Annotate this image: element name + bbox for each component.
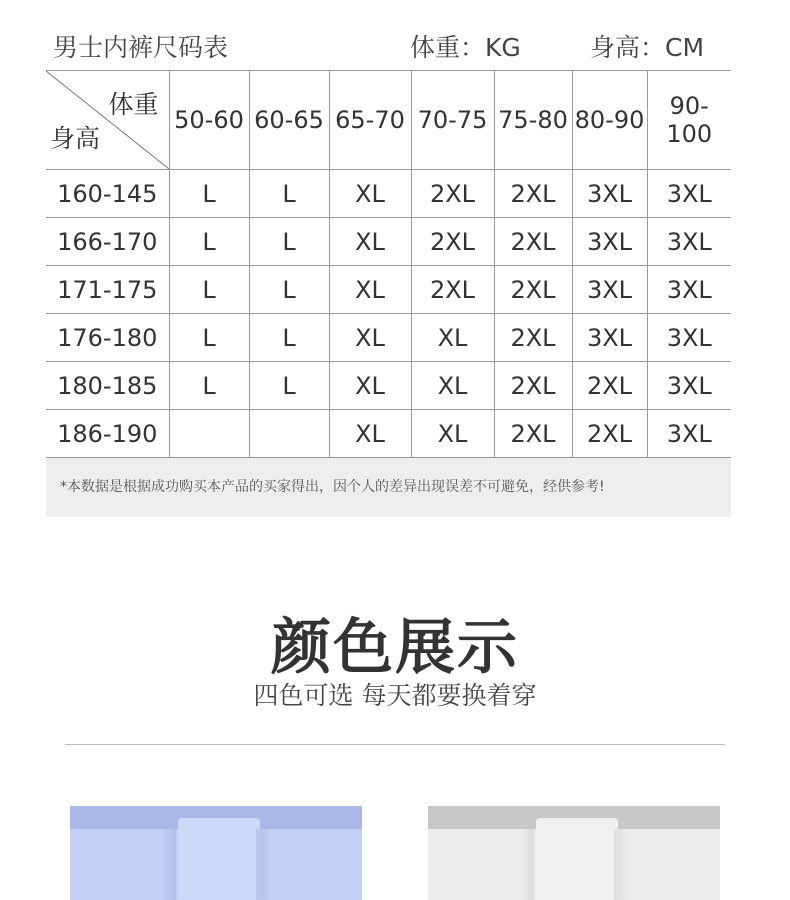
table-row bbox=[46, 362, 731, 410]
size-cell: 2XL bbox=[494, 410, 572, 458]
size-cell: L bbox=[249, 266, 329, 314]
size-cell: L bbox=[249, 314, 329, 362]
fabric-fold bbox=[614, 829, 628, 900]
column-header: 60-65 bbox=[249, 71, 329, 170]
size-cell: 2XL bbox=[411, 170, 494, 218]
size-cell bbox=[249, 410, 329, 458]
fabric-fold bbox=[520, 829, 534, 900]
height-unit: 身高：CM bbox=[590, 33, 705, 62]
size-cell: L bbox=[249, 362, 329, 410]
size-cell: 3XL bbox=[647, 170, 731, 218]
fabric-fold bbox=[256, 829, 270, 900]
section-title: 颜色展示 bbox=[271, 613, 519, 683]
size-cell: L bbox=[169, 218, 249, 266]
corner-weight: 体重 bbox=[108, 90, 159, 119]
size-cell: 2XL bbox=[411, 218, 494, 266]
size-cell: XL bbox=[329, 410, 411, 458]
column-header: 90-100 bbox=[647, 71, 731, 170]
size-cell: 2XL bbox=[572, 410, 647, 458]
size-cell: L bbox=[169, 362, 249, 410]
row-label: 171-175 bbox=[46, 266, 169, 314]
size-cell: L bbox=[249, 218, 329, 266]
size-cell bbox=[169, 410, 249, 458]
table-row bbox=[46, 218, 731, 266]
table-row bbox=[46, 410, 731, 458]
title-row bbox=[53, 28, 730, 62]
row-label: 176-180 bbox=[46, 314, 169, 362]
section-subtitle: 四色可选 每天都要换着穿 bbox=[253, 681, 537, 710]
size-cell: L bbox=[169, 170, 249, 218]
size-cell: XL bbox=[411, 362, 494, 410]
size-table bbox=[46, 70, 731, 458]
row-label: 160-145 bbox=[46, 170, 169, 218]
chart-title: 男士内裤尺码表 bbox=[53, 33, 229, 62]
table-row bbox=[46, 266, 731, 314]
size-cell: XL bbox=[329, 362, 411, 410]
size-cell: 2XL bbox=[494, 362, 572, 410]
size-cell: 2XL bbox=[411, 266, 494, 314]
product-photo-grey bbox=[428, 806, 720, 900]
corner-cell bbox=[46, 71, 169, 170]
column-header: 50-60 bbox=[169, 71, 249, 170]
size-cell: 3XL bbox=[572, 170, 647, 218]
size-cell: XL bbox=[329, 218, 411, 266]
table-row bbox=[46, 170, 731, 218]
size-cell: 3XL bbox=[647, 362, 731, 410]
header-row bbox=[46, 71, 731, 170]
row-label: 180-185 bbox=[46, 362, 169, 410]
size-cell: L bbox=[169, 314, 249, 362]
row-label: 186-190 bbox=[46, 410, 169, 458]
size-cell: 3XL bbox=[647, 266, 731, 314]
size-cell: 3XL bbox=[647, 314, 731, 362]
row-label: 166-170 bbox=[46, 218, 169, 266]
divider bbox=[65, 744, 725, 745]
front-pouch bbox=[536, 818, 618, 900]
column-header: 80-90 bbox=[572, 71, 647, 170]
size-cell: XL bbox=[329, 266, 411, 314]
column-header: 75-80 bbox=[494, 71, 572, 170]
column-header: 65-70 bbox=[329, 71, 411, 170]
size-cell: XL bbox=[329, 170, 411, 218]
product-photo-blue bbox=[70, 806, 362, 900]
size-cell: 3XL bbox=[572, 218, 647, 266]
corner-height: 身高 bbox=[50, 124, 101, 153]
size-cell: L bbox=[249, 170, 329, 218]
size-cell: XL bbox=[329, 314, 411, 362]
size-cell: 2XL bbox=[494, 266, 572, 314]
size-cell: 2XL bbox=[494, 170, 572, 218]
size-cell: 3XL bbox=[572, 266, 647, 314]
size-cell: XL bbox=[411, 410, 494, 458]
size-cell: 3XL bbox=[647, 218, 731, 266]
weight-unit: 体重：KG bbox=[410, 33, 521, 62]
size-cell: 3XL bbox=[572, 314, 647, 362]
fabric-fold bbox=[162, 829, 176, 900]
size-cell: 2XL bbox=[494, 218, 572, 266]
table-row bbox=[46, 314, 731, 362]
disclaimer-note: *本数据是根据成功购买本产品的买家得出，因个人的差异出现误差不可避免，经供参考! bbox=[46, 458, 731, 517]
size-cell: L bbox=[169, 266, 249, 314]
column-header: 70-75 bbox=[411, 71, 494, 170]
size-cell: 2XL bbox=[572, 362, 647, 410]
size-cell: 3XL bbox=[647, 410, 731, 458]
front-pouch bbox=[178, 818, 260, 900]
size-cell: 2XL bbox=[494, 314, 572, 362]
size-cell: XL bbox=[411, 314, 494, 362]
